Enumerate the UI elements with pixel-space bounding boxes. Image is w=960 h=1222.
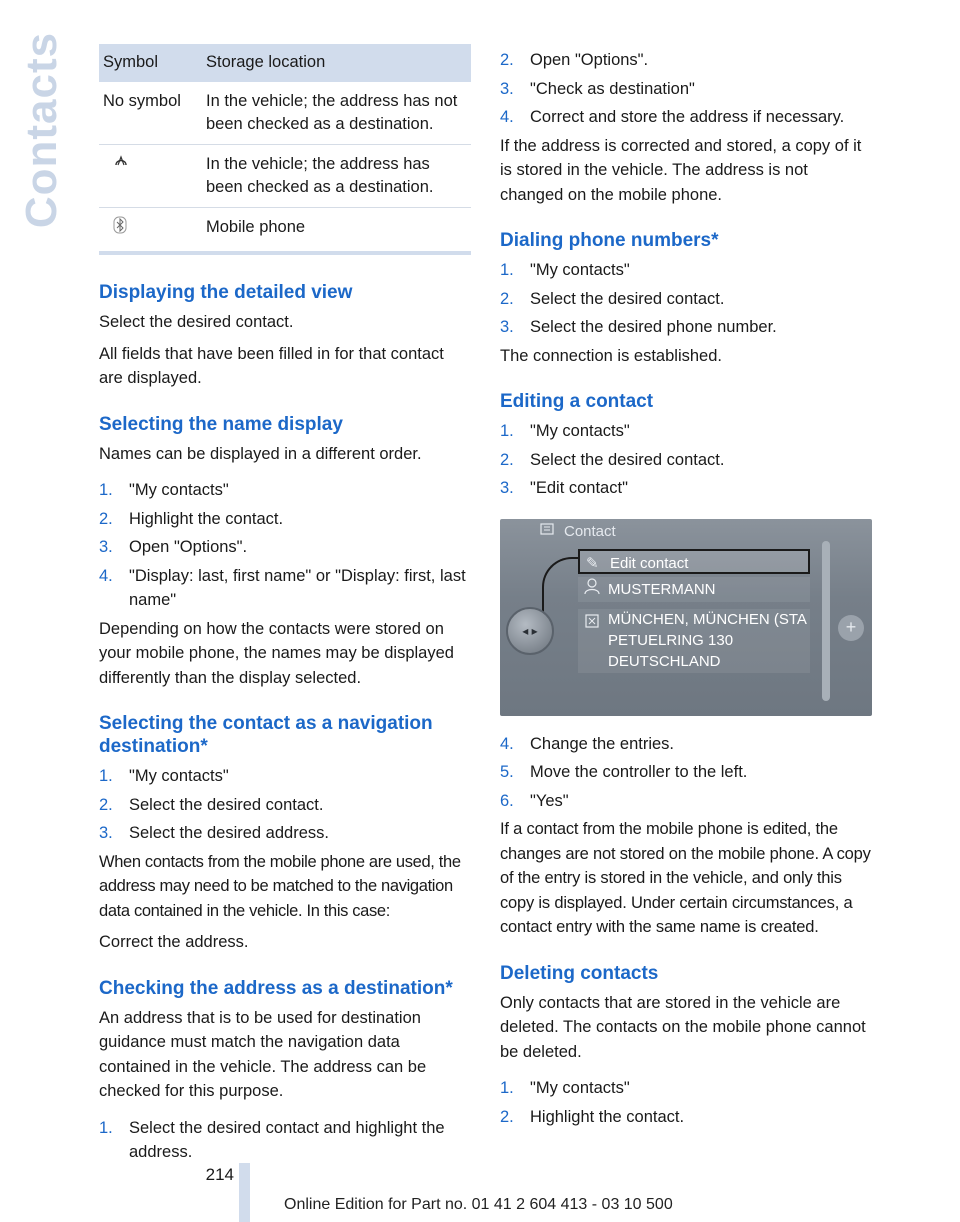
symbol-cell (99, 145, 202, 208)
contact-name: MUSTERMANN (608, 580, 716, 598)
location-header: Storage location (202, 44, 471, 82)
step-number: 1. (500, 1079, 514, 1097)
step-text: "Display: last, first name" or "Display: first, last name" (129, 566, 466, 609)
step-number: 3. (99, 538, 113, 556)
section-tab (18, 30, 66, 230)
paragraph: Select the desired contact. (99, 313, 294, 331)
list-item (99, 764, 471, 789)
step-text: Select the desired contact and highlight the address. (129, 1118, 445, 1161)
storage-location-table (99, 44, 471, 249)
step-text: Move the controller to the left. (530, 763, 748, 781)
step-number: 4. (500, 108, 514, 126)
symbol-cell: No symbol (99, 82, 202, 145)
table-header-row (99, 44, 471, 82)
paragraph: When contacts from the mobile phone are used, the address may need to be matched to the navigation data contained in the vehicle. In this case: (99, 852, 461, 920)
step-number: 3. (500, 79, 514, 98)
list-item (500, 448, 872, 473)
step-text: "My contacts" (530, 261, 630, 279)
list-item (500, 48, 872, 73)
contact-book-icon (540, 519, 556, 545)
location-cell: In the vehicle; the address has been checked as a destination. (202, 145, 471, 208)
list-item (500, 258, 872, 283)
step-number: 2. (99, 795, 113, 814)
step-text: Open "Options". (530, 51, 649, 69)
section-heading: Selecting the name display (99, 413, 343, 435)
step-text: Change the entries. (530, 734, 675, 753)
step-text: "My contacts" (530, 1079, 630, 1097)
location-cell: In the vehicle; the address has not been checked as a destination. (202, 82, 471, 145)
address-line: DEUTSCHLAND (608, 652, 721, 670)
section-heading: Selecting the contact as a navigation destination* (99, 713, 433, 757)
step-text: Correct and store the address if necessary. (530, 108, 845, 126)
paragraph: The connection is established. (500, 346, 722, 365)
edition-text: Online Edition for Part no. 01 41 2 604 413 - 03 10 500 (284, 1196, 673, 1213)
list-item (99, 793, 471, 818)
edit-contact-menu-item[interactable] (578, 549, 810, 574)
list-item (500, 315, 872, 340)
step-text: "My contacts" (530, 422, 630, 440)
page-number: 214 (205, 1165, 234, 1184)
paragraph: If the address is corrected and stored, a copy of it is stored in the vehicle. The address is not changed on the mobile phone. (500, 136, 862, 204)
right-column (500, 44, 872, 1133)
symbol-cell (99, 208, 202, 250)
step-text: Select the desired contact. (530, 289, 725, 308)
step-text: Open "Options". (129, 538, 248, 556)
step-text: Select the desired address. (129, 824, 329, 842)
step-text: Select the desired phone number. (530, 318, 777, 336)
callout-line (542, 557, 580, 615)
paragraph: All fields that have been filled in for that contact are displayed. (99, 344, 444, 387)
paragraph: Names can be displayed in a different order. (99, 444, 422, 463)
step-number: 3. (500, 318, 514, 336)
list-item (99, 821, 471, 846)
step-number: 1. (99, 767, 113, 785)
plus-icon[interactable]: + (838, 615, 864, 641)
list-item (99, 507, 471, 532)
paragraph: Only contacts that are stored in the vehicle are deleted. The contacts on the mobile phone cannot be deleted. (500, 993, 866, 1061)
paragraph: If a contact from the mobile phone is edited, the changes are not stored on the mobile phone. A copy of the entry is stored in the vehicle, and only this copy is displayed. Under certain circumstances, a contact entry with the same name is created. (500, 820, 871, 936)
step-text: "My contacts" (129, 767, 229, 785)
list-item (500, 287, 872, 312)
list-item (500, 419, 872, 444)
step-number: 1. (99, 1118, 113, 1137)
table-row (99, 82, 471, 145)
step-text: "Check as destination" (530, 79, 695, 98)
section-heading: Displaying the detailed view (99, 282, 353, 303)
address-line: PETUELRING 130 (608, 631, 734, 649)
location-cell: Mobile phone (206, 218, 306, 236)
list-item (99, 535, 471, 560)
step-number: 2. (500, 51, 514, 69)
step-number: 4. (500, 734, 514, 753)
section-heading: Checking the address as a destination* (99, 977, 453, 999)
list-item (99, 478, 471, 503)
list-item (500, 789, 872, 814)
screen-title: Contact (564, 522, 616, 540)
step-number: 1. (500, 261, 514, 279)
controller-knob[interactable]: ◂ ▸ (506, 607, 554, 655)
bluetooth-icon (113, 216, 127, 241)
step-text: Select the desired contact. (530, 450, 725, 469)
list-item (99, 564, 471, 613)
step-number: 2. (500, 450, 514, 469)
step-text: "Edit contact" (530, 479, 628, 497)
step-number: 2. (500, 289, 514, 308)
page-footer (0, 1163, 960, 1222)
step-number: 4. (99, 566, 113, 585)
left-column (99, 44, 471, 1169)
step-text: "Yes" (530, 791, 569, 810)
contact-name-row[interactable] (578, 577, 810, 602)
table-bottom-bar (99, 251, 471, 255)
step-number: 2. (99, 509, 113, 528)
step-number: 5. (500, 763, 514, 781)
list-item (99, 1116, 471, 1165)
list-item (500, 732, 872, 757)
step-number: 1. (500, 422, 514, 440)
menu-item-label: Edit contact (610, 554, 689, 572)
footer-bar (239, 1163, 250, 1222)
paragraph: An address that is to be used for destination guidance must match the navigation data contained in the vehicle. The address can be checked for this purpose. (99, 1008, 427, 1100)
step-number: 1. (99, 481, 113, 499)
list-item (500, 1105, 872, 1130)
list-item (500, 1076, 872, 1101)
step-number: 6. (500, 791, 514, 810)
list-item (500, 760, 872, 785)
paragraph: Correct the address. (99, 933, 249, 951)
step-number: 3. (500, 479, 514, 497)
list-item (500, 476, 872, 501)
section-heading: Editing a contact (500, 391, 654, 412)
pencil-icon: ✎ (586, 554, 599, 572)
address-line: MÜNCHEN, MÜNCHEN (STA (608, 610, 807, 628)
symbol-header: Symbol (99, 44, 202, 82)
paragraph: Depending on how the contacts were stored on your mobile phone, the names may be displayed differently than the display selected. (99, 619, 454, 687)
list-item (500, 105, 872, 130)
section-heading: Deleting contacts (500, 962, 659, 984)
section-label: Contacts (17, 31, 66, 229)
step-number: 3. (99, 824, 113, 842)
table-row (99, 208, 471, 250)
step-text: Highlight the contact. (530, 1107, 685, 1126)
idrive-screenshot (500, 519, 872, 716)
screen-titlebar (540, 519, 872, 545)
table-row (99, 145, 471, 208)
step-text: "My contacts" (129, 481, 229, 499)
address-book-icon (584, 613, 602, 635)
contact-address-block[interactable] (578, 609, 810, 673)
step-number: 2. (500, 1107, 514, 1126)
scrollbar[interactable] (822, 541, 830, 701)
person-icon (584, 577, 600, 602)
section-heading: Dialing phone numbers* (500, 230, 719, 251)
step-text: Highlight the contact. (129, 509, 284, 528)
checked-destination-icon (113, 153, 129, 176)
list-item (500, 77, 872, 102)
step-text: Select the desired contact. (129, 795, 324, 814)
